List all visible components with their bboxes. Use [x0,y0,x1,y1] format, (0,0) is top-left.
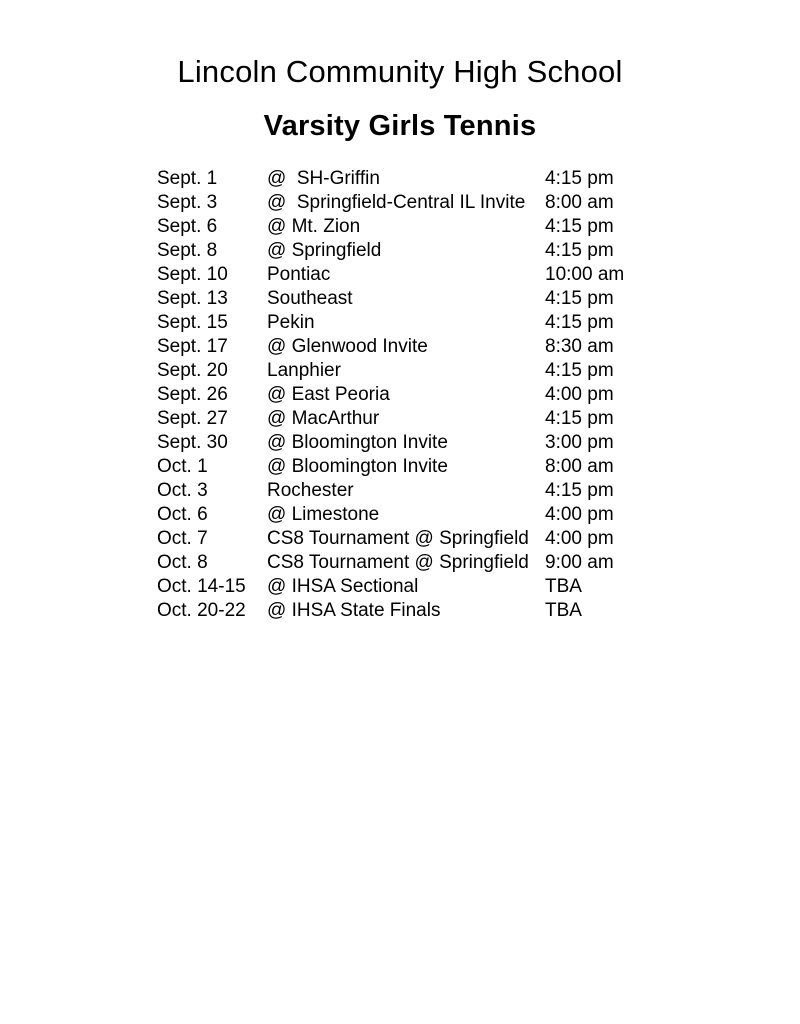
opponent-cell: @ SH-Griffin [267,168,380,189]
date-cell: Oct. 20-22 [157,600,246,621]
schedule-row [157,287,624,311]
schedule-row [157,527,624,551]
schedule-row [157,431,624,455]
opponent-cell: Southeast [267,288,353,309]
time-cell: TBA [545,600,582,621]
schedule-row [157,407,624,431]
opponent-cell: Pontiac [267,264,331,285]
date-cell: Sept. 1 [157,168,218,189]
opponent-cell: Lanphier [267,360,341,381]
opponent-cell: @ MacArthur [267,408,380,429]
time-cell: 8:00 am [545,456,614,477]
opponent-cell: @ Limestone [267,504,380,525]
opponent-cell: @ Springfield [267,240,382,261]
time-cell: 10:00 am [545,264,625,285]
time-cell: 8:30 am [545,336,614,357]
opponent-cell: @ Bloomington Invite [267,456,448,477]
opponent-cell: @ Bloomington Invite [267,432,448,453]
time-cell: 4:00 pm [545,384,614,405]
schedule-row [157,191,624,215]
opponent-cell: Pekin [267,312,315,333]
opponent-cell: @ Mt. Zion [267,216,361,237]
time-cell: 3:00 pm [545,432,614,453]
time-cell: 4:15 pm [545,168,614,189]
time-cell: TBA [545,576,582,597]
time-cell: 4:15 pm [545,288,614,309]
date-cell: Sept. 26 [157,384,228,405]
date-cell: Oct. 6 [157,504,208,525]
date-cell: Sept. 8 [157,240,218,261]
date-cell: Sept. 6 [157,216,218,237]
opponent-cell: CS8 Tournament @ Springfield [267,528,529,549]
time-cell: 4:15 pm [545,216,614,237]
date-cell: Oct. 7 [157,528,208,549]
date-cell: Sept. 20 [157,360,228,381]
schedule-row [157,335,624,359]
date-cell: Sept. 17 [157,336,228,357]
opponent-cell: @ IHSA State Finals [267,600,441,621]
schedule-row [157,167,624,191]
opponent-cell: @ Springfield-Central IL Invite [267,192,526,213]
date-cell: Sept. 3 [157,192,218,213]
opponent-cell: Rochester [267,480,354,501]
opponent-cell: @ Glenwood Invite [267,336,428,357]
schedule-row [157,503,624,527]
schedule-table [157,167,624,623]
date-cell: Sept. 13 [157,288,228,309]
schedule-row [157,239,624,263]
date-cell: Sept. 27 [157,408,228,429]
team-title: Varsity Girls Tennis [263,110,537,142]
schedule-row [157,359,624,383]
time-cell: 4:15 pm [545,480,614,501]
date-cell: Oct. 1 [157,456,208,477]
date-cell: Oct. 14-15 [157,576,246,597]
schedule-row [157,551,624,575]
date-cell: Oct. 8 [157,552,208,573]
date-cell: Sept. 30 [157,432,228,453]
schedule-row [157,599,624,623]
time-cell: 4:15 pm [545,408,614,429]
schedule-row [157,479,624,503]
schedule-row [157,311,624,335]
schedule-row [157,575,624,599]
time-cell: 4:00 pm [545,504,614,525]
schedule-row [157,263,624,287]
date-cell: Sept. 15 [157,312,228,333]
date-cell: Oct. 3 [157,480,208,501]
time-cell: 4:15 pm [545,312,614,333]
date-cell: Sept. 10 [157,264,228,285]
opponent-cell: @ East Peoria [267,384,390,405]
schedule-row [157,215,624,239]
opponent-cell: @ IHSA Sectional [267,576,419,597]
schedule-row [157,383,624,407]
schedule-row [157,455,624,479]
school-title: Lincoln Community High School [177,54,623,89]
time-cell: 8:00 am [545,192,614,213]
time-cell: 9:00 am [545,552,614,573]
time-cell: 4:15 pm [545,360,614,381]
opponent-cell: CS8 Tournament @ Springfield [267,552,529,573]
time-cell: 4:00 pm [545,528,614,549]
time-cell: 4:15 pm [545,240,614,261]
